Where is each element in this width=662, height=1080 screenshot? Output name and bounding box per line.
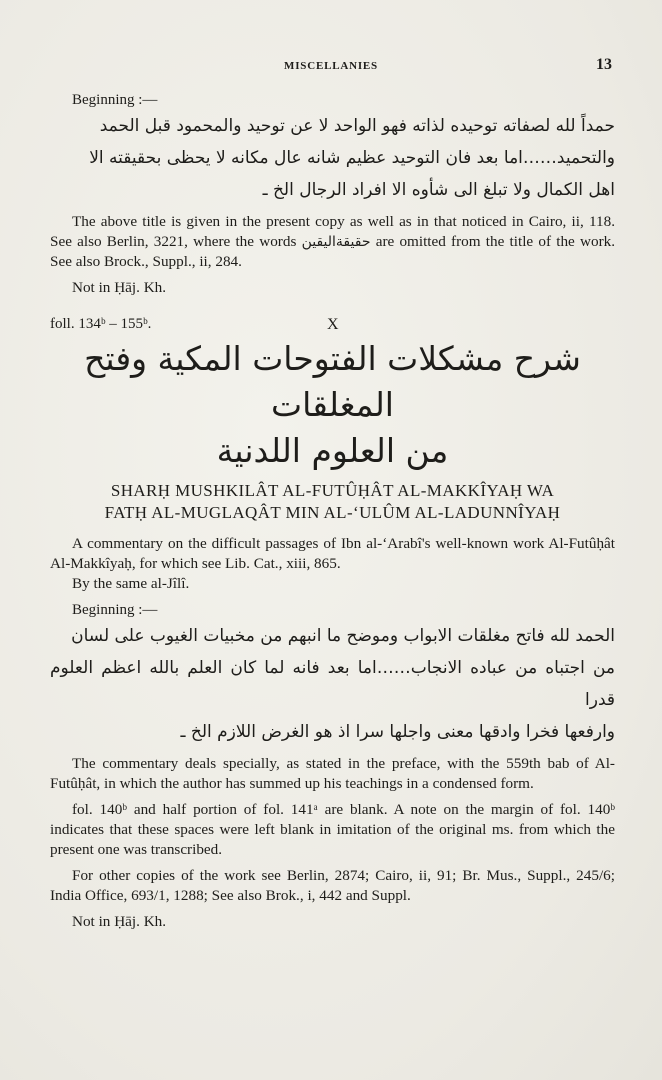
transliterated-title bbox=[50, 480, 615, 524]
blank-folio-paragraph: fol. 140ᵇ and half portion of fol. 141ᵃ are blank. A note on the margin of fol. 140ᵇ indicates that these spaces were left blank in imitation of the original ms. from which the present one was transcribed. bbox=[50, 801, 615, 858]
author-note: By the same al-Jîlî. bbox=[72, 575, 190, 592]
page-number: 13 bbox=[596, 56, 612, 73]
arabic-line: اهل الكمال ولا تبلغ الى شأوه الا افراد الرجال الخ ـ bbox=[262, 180, 615, 200]
running-head: MISCELLANIES bbox=[284, 60, 378, 72]
arabic-title-line: من العلوم اللدنية bbox=[216, 431, 449, 470]
description-paragraph: A commentary on the difficult passages of Ibn al-ʻArabî's well-known work Al-Futûḥât Al-Makkîyaḥ, for which see Lib. Cat., xiii, 865. bbox=[50, 535, 615, 572]
arabic-line: وارفعها فخرا وادقها معنى واجلها سرا اذ هو الغرض اللازم الخ ـ bbox=[180, 722, 615, 742]
page-body bbox=[50, 90, 615, 932]
section-number: X bbox=[327, 316, 339, 333]
arabic-words: حقيقةاليقين bbox=[301, 234, 371, 250]
translit-line: SHARḤ MUSHKILÂT AL-FUTÛḤÂT AL-MAKKÎYAḤ WA bbox=[110, 481, 555, 500]
not-in-haj-kh: Not in Ḥāj. Kh. bbox=[72, 913, 167, 930]
folio-reference: foll. 134ᵇ – 155ᵇ. bbox=[50, 316, 152, 332]
other-copies-paragraph: For other copies of the work see Berlin, 2874; Cairo, ii, 91; Br. Mus., Suppl., 245/6; India Office, 693/1, 1288; See also Brok., i, 442 and Suppl. bbox=[50, 867, 615, 904]
page-header bbox=[0, 58, 662, 78]
beginning-label: Beginning :— bbox=[72, 92, 158, 108]
arabic-line: الحمد لله فاتح مغلقات الابواب وموضح ما انبهم من مخبيات الغيوب على لسان bbox=[71, 626, 615, 646]
beginning-label: Beginning :— bbox=[72, 602, 158, 618]
folio-row bbox=[50, 314, 615, 336]
arabic-title bbox=[50, 336, 615, 474]
translit-line: FATḤ AL-MUGLAQÂT MIN AL-ʻULÛM AL-LADUNNÎYAḤ bbox=[104, 503, 561, 522]
arabic-line: حمداً لله لصفاته توحيده لذاته فهو الواحد لا عن توحيد والمحمود قبل الحمد bbox=[99, 116, 615, 136]
arabic-title-line: شرح مشكلات الفتوحات المكية وفتح المغلقات bbox=[84, 339, 581, 424]
commentary-paragraph: The commentary deals specially, as stated in the preface, with the 559th bab of Al-Futûḥât, in which the author has summed up his teachings in a condensed form. bbox=[50, 755, 615, 792]
title-note-paragraph bbox=[50, 212, 615, 272]
arabic-line: والتحميد……اما بعد فان التوحيد عظيم شانه عال مكانه لا يحظى بحقيقته الا bbox=[89, 148, 615, 168]
arabic-incipit-prev bbox=[50, 110, 615, 206]
arabic-line: من اجتباه من عباده الانجاب……اما بعد فانه لما كان العلم بالله اعظم العلوم قدرا bbox=[50, 658, 615, 710]
not-in-haj-kh: Not in Ḥāj. Kh. bbox=[72, 279, 167, 296]
arabic-incipit bbox=[50, 620, 615, 748]
title-note-text: The above title is given in the present copy as well as in that noticed in Cairo, ii, 118. See also Berlin, 3221, where the words bbox=[50, 213, 615, 250]
title-note-text-continued: are omitted from the title of the work. See also Brock., Suppl., ii, 284. bbox=[50, 233, 616, 270]
